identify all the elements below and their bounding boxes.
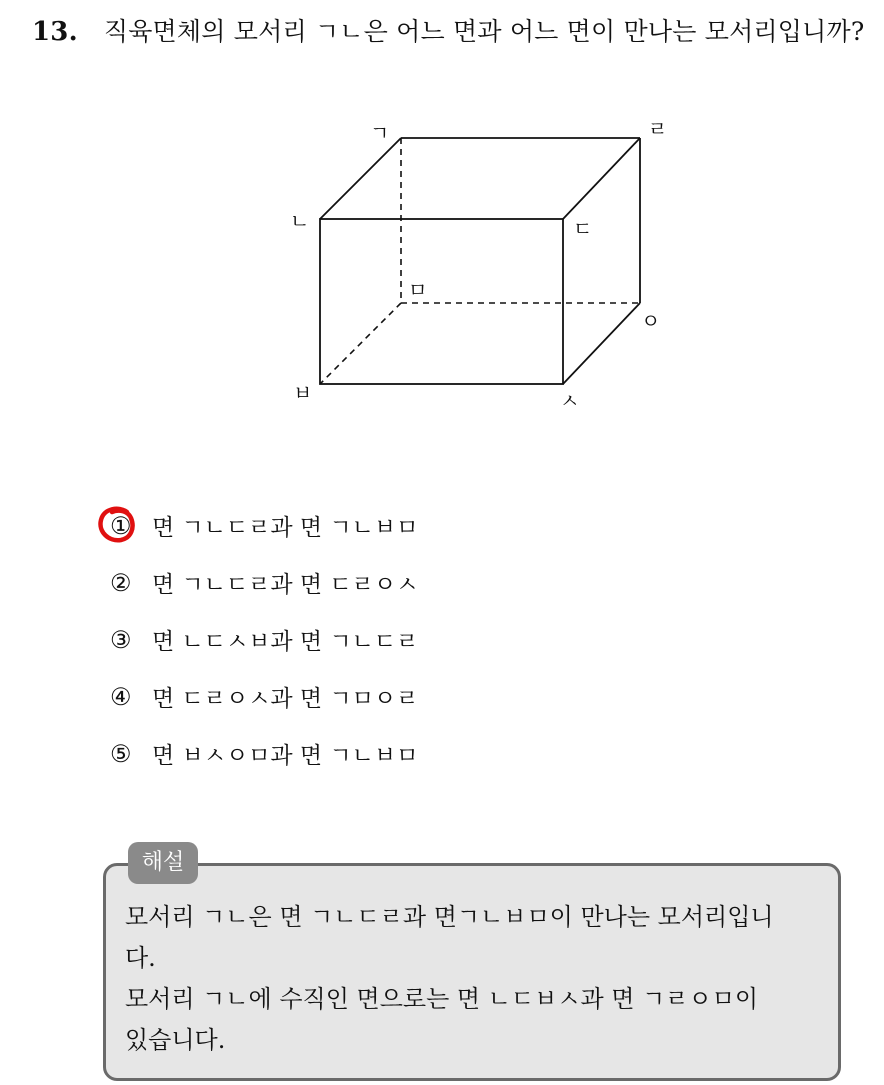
option-2-number: ② (110, 568, 132, 597)
cuboid-figure (0, 0, 884, 460)
vertex-label-m: ㅁ (408, 278, 428, 302)
option-2[interactable] (110, 554, 418, 611)
edge-n-g (320, 138, 401, 219)
vertex-label-r: ㄹ (648, 117, 668, 141)
option-5-number: ⑤ (110, 739, 132, 768)
vertex-label-d: ㄷ (573, 217, 593, 241)
answer-options (110, 497, 418, 782)
option-1[interactable] (110, 497, 418, 554)
question-text: 직육면체의 모서리 ㄱㄴ은 어느 면과 어느 면이 만나는 모서리입니까? (103, 17, 865, 46)
option-5-text: 면 ㅂㅅㅇㅁ과 면 ㄱㄴㅂㅁ (152, 743, 419, 769)
option-1-marker (110, 512, 152, 540)
front-face (320, 219, 563, 384)
explanation-line-2: 다. (125, 944, 156, 972)
explanation-text (125, 897, 825, 1061)
option-4-text: 면 ㄷㄹㅇㅅ과 면 ㄱㅁㅇㄹ (152, 686, 419, 712)
explanation-line-1: 모서리 ㄱㄴ은 면 ㄱㄴㄷㄹ과 면ㄱㄴㅂㅁ이 만나는 모서리입니 (125, 903, 774, 931)
vertex-label-s: ㅅ (560, 389, 580, 413)
explanation-label: 해설 (128, 842, 198, 884)
vertex-label-g: ㄱ (370, 121, 390, 145)
option-2-text: 면 ㄱㄴㄷㄹ과 면 ㄷㄹㅇㅅ (152, 572, 419, 598)
hidden-edge-m-b (320, 303, 401, 384)
explanation-line-3: 모서리 ㄱㄴ에 수직인 면으로는 면 ㄴㄷㅂㅅ과 면 ㄱㄹㅇㅁ이 (125, 985, 759, 1013)
option-4-number: ④ (110, 682, 132, 711)
option-4[interactable] (110, 668, 418, 725)
option-1-number: ① (110, 511, 132, 540)
edge-s-o (563, 303, 640, 384)
option-1-text: 면 ㄱㄴㄷㄹ과 면 ㄱㄴㅂㅁ (152, 515, 419, 541)
option-3-number: ③ (110, 625, 132, 654)
vertex-label-b: ㅂ (293, 381, 313, 405)
explanation-line-4: 있습니다. (125, 1026, 226, 1054)
question-number: 13. (32, 17, 78, 47)
vertex-label-o: ㅇ (641, 309, 661, 333)
option-3-text: 면 ㄴㄷㅅㅂ과 면 ㄱㄴㄷㄹ (152, 629, 419, 655)
option-5[interactable] (110, 725, 418, 782)
edge-d-r (563, 138, 640, 219)
option-3[interactable] (110, 611, 418, 668)
vertex-label-n: ㄴ (290, 209, 310, 233)
answer-circle-icon (97, 506, 137, 544)
